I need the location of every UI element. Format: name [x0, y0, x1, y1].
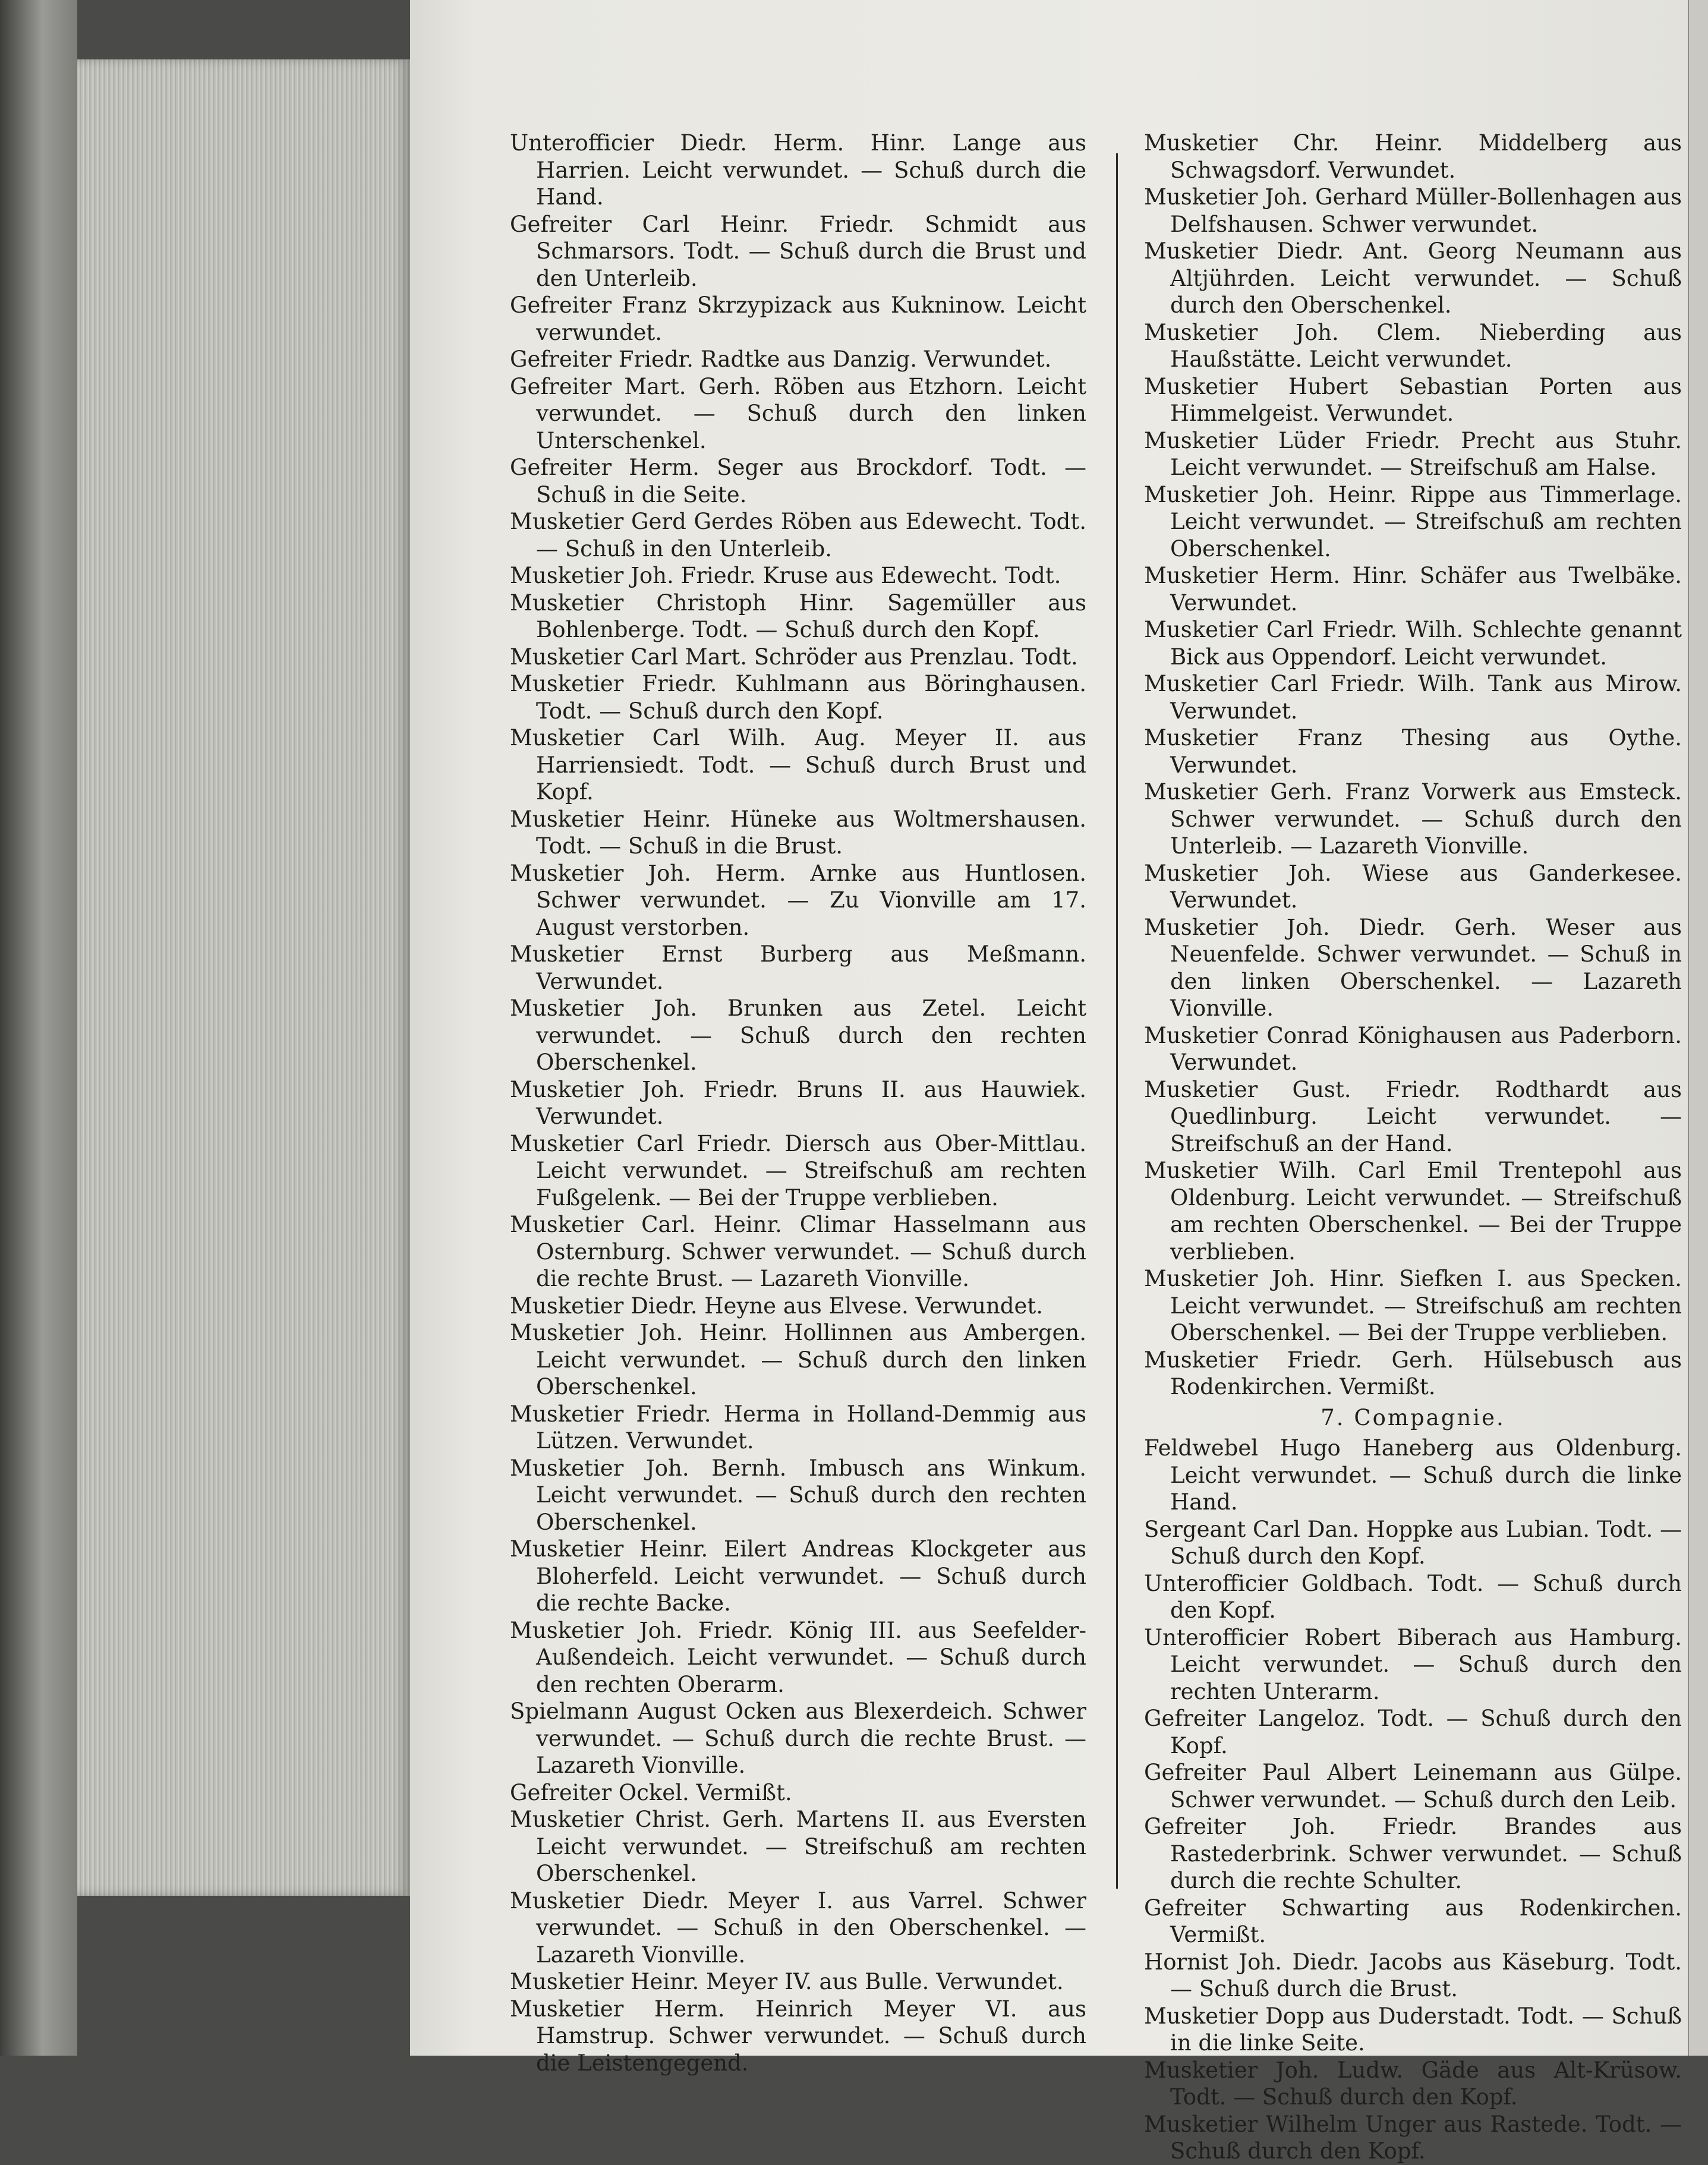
casualty-entry: Musketier Joh. Hinr. Siefken I. aus Specken. Leicht verwundet. — Streifschuß am rechten Oberschenkel. — Bei der Truppe verblieben. — [1144, 1266, 1682, 1345]
casualty-entry: Sergeant Carl Dan. Hoppke aus Lubian. Todt. — Schuß durch den Kopf. — [1144, 1516, 1682, 1569]
casualty-entry: Musketier Diedr. Meyer I. aus Varrel. Schwer verwundet. — Schuß in den Oberschenkel. — Lazareth Vionville. — [510, 1887, 1086, 1968]
casualty-entry: Musketier Diedr. Ant. Georg Neumann aus Altjührden. Leicht verwundet. — Schuß durch den Oberschenkel. — [1144, 238, 1682, 318]
casualty-entry: Musketier Carl Friedr. Wilh. Tank aus Mirow. Verwundet. — [1144, 671, 1682, 724]
casualty-entry: Musketier Joh. Wiese aus Ganderkesee. Verwundet. — [1144, 860, 1682, 913]
casualty-entry: Musketier Wilhelm Unger aus Rastede. Todt. — Schuß durch den Kopf. — [1144, 2111, 1682, 2164]
casualty-entry: Gefreiter Herm. Seger aus Brockdorf. Todt. — Schuß in die Seite. — [510, 455, 1086, 508]
casualty-entry: Musketier Gust. Friedr. Rodthardt aus Quedlinburg. Leicht verwundet. — Streifschuß an der Hand. — [1144, 1076, 1682, 1156]
adjacent-page-edge — [1688, 0, 1708, 2056]
casualty-entry: Musketier Franz Thesing aus Oythe. Verwundet. — [1144, 725, 1682, 778]
casualty-entry: Musketier Wilh. Carl Emil Trentepohl aus Oldenburg. Leicht verwundet. — Streifschuß am rechten Oberschenkel. — Bei der Truppe verblieben. — [1144, 1158, 1682, 1265]
casualty-entry: Musketier Joh. Friedr. König III. aus Seefelder-Außendeich. Leicht verwundet. — Schuß durch den rechten Oberarm. — [510, 1617, 1086, 1697]
section-heading: 7. Compagnie. — [1321, 1404, 1505, 1430]
casualty-entry: Musketier Dopp aus Duderstadt. Todt. — Schuß in die linke Seite. — [1144, 2003, 1682, 2056]
casualty-entry: Musketier Carl Wilh. Aug. Meyer II. aus Harriensiedt. Todt. — Schuß durch Brust und Kopf. — [510, 725, 1086, 805]
casualty-entry: Musketier Hubert Sebastian Porten aus Himmelgeist. Verwundet. — [1144, 373, 1682, 426]
casualty-entry: Musketier Joh. Heinr. Hollinnen aus Ambergen. Leicht verwundet. — Schuß durch den linken Oberschenkel. — [510, 1320, 1086, 1400]
casualty-entry: Musketier Joh. Ludw. Gäde aus Alt-Krüsow. Todt. — Schuß durch den Kopf. — [1144, 2057, 1682, 2110]
page-stack-edge — [77, 59, 410, 1896]
casualty-entry: Musketier Christoph Hinr. Sagemüller aus Bohlenberge. Todt. — Schuß durch den Kopf. — [510, 590, 1086, 642]
casualty-entry: Musketier Joh. Clem. Nieberding aus Haußstätte. Leicht verwundet. — [1144, 319, 1682, 372]
casualty-entry: Spielmann August Ocken aus Blexerdeich. Schwer verwundet. — Schuß durch die rechte Brust. — Lazareth Vionville. — [510, 1698, 1086, 1778]
casualty-entry: Feldwebel Hugo Haneberg aus Oldenburg. Leicht verwundet. — Schuß durch die linke Hand. — [1144, 1435, 1682, 1515]
casualty-entry: Musketier Diedr. Heyne aus Elvese. Verwundet. — [510, 1293, 1043, 1319]
casualty-entry: Musketier Carl. Heinr. Climar Hasselmann aus Osternburg. Schwer verwundet. — Schuß durch die rechte Brust. — Lazareth Vionville. — [510, 1212, 1086, 1291]
right-text-column — [1144, 130, 1682, 2165]
casualty-entry: Musketier Heinr. Meyer IV. aus Bulle. Verwundet. — [510, 1969, 1064, 1994]
casualty-entry: Musketier Joh. Friedr. Bruns II. aus Hauwiek. Verwundet. — [510, 1076, 1086, 1129]
casualty-entry: Musketier Conrad Könighausen aus Paderborn. Verwundet. — [1144, 1022, 1682, 1075]
casualty-entry: Unterofficier Goldbach. Todt. — Schuß durch den Kopf. — [1144, 1570, 1682, 1623]
casualty-entry: Musketier Joh. Friedr. Kruse aus Edewecht. Todt. — [510, 563, 1061, 588]
casualty-entry: Gefreiter Joh. Friedr. Brandes aus Rastederbrink. Schwer verwundet. — Schuß durch die rechte Schulter. — [1144, 1814, 1682, 1893]
casualty-entry: Musketier Carl Friedr. Diersch aus Ober-Mittlau. Leicht verwundet. — Streifschuß am rechten Fußgelenk. — Bei der Truppe verblieben. — [510, 1130, 1086, 1211]
casualty-entry: Musketier Joh. Herm. Arnke aus Huntlosen. Schwer verwundet. — Zu Vionville am 17. August verstorben. — [510, 860, 1086, 940]
casualty-entry: Musketier Carl Mart. Schröder aus Prenzlau. Todt. — [510, 644, 1078, 670]
casualty-entry: Musketier Friedr. Kuhlmann aus Böringhausen. Todt. — Schuß durch den Kopf. — [510, 671, 1086, 724]
casualty-entry: Gefreiter Schwarting aus Rodenkirchen. Vermißt. — [1144, 1895, 1682, 1947]
casualty-entry: Gefreiter Friedr. Radtke aus Danzig. Verwundet. — [510, 346, 1052, 372]
left-text-column — [510, 130, 1086, 2076]
casualty-entry: Musketier Herm. Heinrich Meyer VI. aus Hamstrup. Schwer verwundet. — Schuß durch die Leistengegend. — [510, 1996, 1086, 2076]
casualty-entry: Musketier Heinr. Eilert Andreas Klockgeter aus Bloherfeld. Leicht verwundet. — Schuß durch die rechte Backe. — [510, 1536, 1086, 1616]
casualty-entry: Musketier Heinr. Hüneke aus Woltmershausen. Todt. — Schuß in die Brust. — [510, 806, 1086, 859]
casualty-entry: Hornist Joh. Diedr. Jacobs aus Käseburg. Todt. — Schuß durch die Brust. — [1144, 1949, 1682, 2002]
casualty-entry: Gefreiter Carl Heinr. Friedr. Schmidt aus Schmarsors. Todt. — Schuß durch die Brust und den Unterleib. — [510, 211, 1086, 291]
casualty-entry: Gefreiter Ockel. Vermißt. — [510, 1779, 792, 1805]
casualty-entry: Musketier Joh. Bernh. Imbusch ans Winkum. Leicht verwundet. — Schuß durch den rechten Oberschenkel. — [510, 1455, 1086, 1535]
casualty-entry: Musketier Joh. Heinr. Rippe aus Timmerlage. Leicht verwundet. — Streifschuß am rechten Oberschenkel. — [1144, 481, 1682, 562]
casualty-entry: Gefreiter Mart. Gerh. Röben aus Etzhorn. Leicht verwundet. — Schuß durch den linken Unterschenkel. — [510, 373, 1086, 453]
casualty-entry: Musketier Carl Friedr. Wilh. Schlechte genannt Bick aus Oppendorf. Leicht verwundet. — [1144, 617, 1682, 670]
casualty-entry: Musketier Friedr. Herma in Holland-Demmig aus Lützen. Verwundet. — [510, 1401, 1086, 1454]
casualty-entry: Musketier Herm. Hinr. Schäfer aus Twelbäke. Verwundet. — [1144, 563, 1682, 616]
casualty-entry: Unterofficier Robert Biberach aus Hamburg. Leicht verwundet. — Schuß durch den rechten Unterarm. — [1144, 1624, 1682, 1704]
book-spine-edge — [0, 0, 77, 2056]
casualty-entry: Musketier Chr. Heinr. Middelberg aus Schwagsdorf. Verwundet. — [1144, 130, 1682, 183]
column-divider — [1116, 153, 1118, 1889]
casualty-entry: Musketier Christ. Gerh. Martens II. aus Eversten Leicht verwundet. — Streifschuß am rechten Oberschenkel. — [510, 1807, 1086, 1886]
casualty-entry: Musketier Joh. Gerhard Müller-Bollenhagen aus Delfshausen. Schwer verwundet. — [1144, 184, 1682, 237]
casualty-entry: Musketier Friedr. Gerh. Hülsebusch aus Rodenkirchen. Vermißt. — [1144, 1347, 1682, 1400]
casualty-entry: Unterofficier Diedr. Herm. Hinr. Lange aus Harrien. Leicht verwundet. — Schuß durch die Hand. — [510, 130, 1086, 210]
casualty-entry: Gefreiter Paul Albert Leinemann aus Gülpe. Schwer verwundet. — Schuß durch den Leib. — [1144, 1760, 1682, 1813]
casualty-entry: Musketier Ernst Burberg aus Meßmann. Verwundet. — [510, 941, 1086, 994]
casualty-entry: Musketier Gerd Gerdes Röben aus Edewecht. Todt. — Schuß in den Unterleib. — [510, 509, 1086, 562]
casualty-entry: Musketier Joh. Brunken aus Zetel. Leicht verwundet. — Schuß durch den rechten Oberschenkel. — [510, 995, 1086, 1075]
casualty-entry: Musketier Joh. Diedr. Gerh. Weser aus Neuenfelde. Schwer verwundet. — Schuß in den linken Oberschenkel. — Lazareth Vionville. — [1144, 914, 1682, 1021]
casualty-entry: Gefreiter Langeloz. Todt. — Schuß durch den Kopf. — [1144, 1706, 1682, 1759]
casualty-entry: Gefreiter Franz Skrzypizack aus Kukninow. Leicht verwundet. — [510, 292, 1086, 345]
casualty-entry: Musketier Lüder Friedr. Precht aus Stuhr. Leicht verwundet. — Streifschuß am Halse. — [1144, 427, 1682, 480]
casualty-entry: Musketier Gerh. Franz Vorwerk aus Emsteck. Schwer verwundet. — Schuß durch den Unterleib. — Lazareth Vionville. — [1144, 779, 1682, 859]
